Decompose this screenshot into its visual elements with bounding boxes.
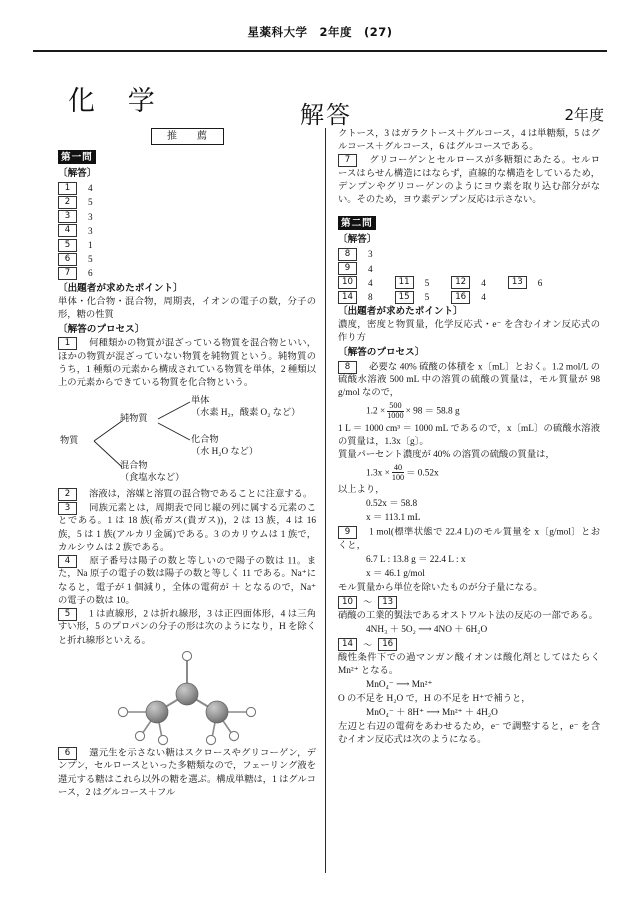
process-item-6 [58, 747, 316, 800]
points-heading-2: 〔出題者が求めたポイント〕 [338, 306, 463, 318]
process-text: 溶液は，溶媒と溶質の混合物であることに注意する。 [89, 489, 313, 500]
formula-14a: MnO₄⁻ ⟶ Mn²⁺ [366, 680, 433, 691]
process-text: 何種類かの物質が混ざっている物質を混合物といい，ほかの物質が混ざっていない物質を純物質という。純物質のうち，1 種類の元素から構成されている物質を単体，2 種類以上の元素からできている物質を化合物という。 [58, 338, 316, 388]
formula-tail: × 98 ＝ 58.8 g [405, 407, 460, 418]
question-number: 16 [451, 291, 470, 304]
answer-row [58, 252, 316, 266]
points-text-2: 濃度，密度と物質量，化学反応式・e⁻ を含むイオン反応式の作り方 [338, 320, 600, 344]
answer-value: 5 [88, 254, 93, 265]
answer-value: 3 [88, 211, 93, 222]
propane-molecule-model [58, 650, 316, 746]
question-number: 5 [58, 608, 77, 621]
answer-row [338, 247, 600, 261]
answer-value: 3 [88, 225, 93, 236]
process-text: 原子番号は陽子の数と等しいので陽子の数は 11。また，Na 原子の電子の数は陽子の数と等しく 11 である。Na⁺になると，電子が 1 個減り，全体の電荷が ＋ となるので，Na⁺の電子の数は 10。 [58, 556, 316, 606]
answer-value: 5 [88, 197, 93, 208]
answers-heading-2: 〔解答〕 [338, 234, 377, 246]
range-separator: 〜 [363, 639, 373, 650]
process-14-text3: 左辺と右辺の電荷をあわせるため，e⁻ で調整すると，e⁻ を含むイオン反応式は次のようになる。 [338, 722, 600, 746]
numerator: 500 [389, 401, 402, 411]
process-8-text4: 以上より， [338, 484, 385, 495]
question-number: 8 [338, 248, 357, 261]
process-14-text2: O の不足を H₂O で，H の不足を H⁺で補うと， [338, 694, 531, 705]
section-label-dai-2: 第二問 [338, 216, 376, 230]
process-text: 1 は直線形，2 は折れ線形，3 は正四面体形，4 は三角すい形，5 のプロパンの分子の形は次のようになり，H を除くと折れ線形といえる。 [58, 609, 316, 646]
process-10-text: 硝酸の工業的製法であるオストワルト法の反応の一部である。 [338, 610, 598, 621]
tree-element-label: 単体 [191, 394, 210, 405]
propane-structure-diagram [112, 650, 262, 746]
process-heading-2: 〔解答のプロセス〕 [338, 347, 425, 359]
question-number: 12 [451, 276, 470, 289]
question-number: 9 [338, 262, 357, 275]
question-number: 11 [395, 276, 414, 289]
process-14-text: 酸性条件下での過マンガン酸イオンは酸化剤としてはたらく Mn²⁺ となる。 [338, 652, 600, 676]
question-range-14-16 [338, 638, 600, 652]
question-number: 7 [338, 154, 357, 167]
tree-mixture-example: （食塩水など） [120, 471, 185, 482]
fraction [392, 464, 404, 482]
question-number: 3 [58, 502, 77, 515]
points-text-1: 単体・化合物・混合物，周期表，イオンの電子の数，分子の形，糖の性質 [58, 296, 316, 320]
answer-value: 5 [424, 291, 430, 302]
process-text: グリコーゲンとセルロースが多糖類にあたる。セルロースはらせん構造にはならず，直線的な構造をしているため，デンプンやグリコーゲンのようにヨウ素を取り込む部分がない。そのため，ヨウ素デンプン反応は示さない。 [338, 155, 600, 206]
answer-row [58, 181, 316, 195]
question-number: 15 [395, 291, 414, 304]
year-label: 2年度 [564, 106, 604, 124]
process-item-2 [58, 488, 316, 502]
column-divider [325, 128, 326, 873]
answer-value: 4 [368, 277, 373, 288]
tree-compound-example: （水 H₂O など） [191, 445, 259, 456]
answer-row [338, 262, 600, 276]
formula-8a [366, 402, 600, 420]
process-8-text3: 質量パーセント濃度が 40% の溶質の硫酸の質量は， [338, 449, 555, 460]
question-number: 4 [58, 555, 77, 568]
answer-title: 解答 [300, 103, 352, 129]
question-number: 16 [378, 638, 397, 651]
formula-tail: ＝ 0.52x [406, 468, 439, 479]
answer-list-2 [338, 247, 600, 304]
process-text: 1 mol(標準状態で 22.4 L)のモル質量を x〔g/mol〕とおくと， [338, 527, 600, 551]
tree-pure-label: 純物質 [120, 412, 148, 423]
question-number: 8 [338, 361, 357, 374]
right-column [338, 128, 600, 748]
continued-text: クトース，3 はガラクトース＋グルコース，4 は単糖類，5 はグルコース＋グルコース，6 はグルコースである。 [338, 129, 600, 153]
question-number: 4 [58, 224, 77, 237]
question-number: 14 [338, 291, 357, 304]
header-rule [33, 50, 607, 52]
question-number: 6 [58, 253, 77, 266]
denominator: 100 [391, 472, 405, 482]
process-item-5 [58, 608, 316, 648]
answer-value: 4 [88, 183, 93, 194]
left-column [58, 128, 316, 800]
process-text: 還元生を示さない糖はスクロースやグリコーゲン，デンプン，セルロースといった多糖類なので，フェーリング液を還元する糖はこれら以外の糖を選ぶ。構成単糖は，1 はグルコース，2 はグルコース＋フル [58, 748, 316, 798]
answer-value: 4 [368, 263, 373, 274]
question-number: 2 [58, 488, 77, 501]
fraction [387, 402, 403, 420]
process-heading-1: 〔解答のプロセス〕 [58, 323, 145, 335]
answer-row [58, 210, 316, 224]
question-number: 1 [58, 182, 77, 195]
answer-value: 1 [88, 240, 93, 251]
question-number: 10 [338, 276, 357, 289]
tree-compound-label: 化合物 [191, 433, 219, 444]
process-item-9 [338, 526, 600, 553]
process-9-text2: モル質量から単位を除いたものが分子量になる。 [338, 583, 543, 594]
page-header: 星薬科大学 2年度 (27) [247, 25, 393, 39]
tree-element-example: （水素 H₂，酸素 O₂ など） [191, 406, 301, 417]
question-number: 14 [338, 638, 357, 651]
question-number: 2 [58, 196, 77, 209]
formula-10: 4NH₃ ＋ 5O₂ ⟶ 4NO ＋ 6H₂O [366, 624, 488, 635]
question-number: 3 [58, 210, 77, 223]
tree-root-label: 物質 [60, 434, 79, 445]
process-text: 必要な 40% 硫酸の体積を x〔mL〕とおく。1.2 mol/L の硫酸水溶液 500 mL 中の溶質の硫酸の質量は，モル質量が 98 g/mol なので， [338, 362, 600, 399]
formula-8b [366, 464, 600, 482]
numerator: 40 [393, 462, 403, 472]
answer-row [338, 290, 600, 304]
process-text: 同族元素とは，周期表で同じ縦の列に属する元素のことである。1 は 18 族(希ガス(貴ガス))，2 は 13 族，4 は 16 族，5 は 1 族(アルカリ金属)である。3 のカリウムは 1 族で，カルシウムは 2 族である。 [58, 503, 316, 553]
substance-classification-tree [58, 393, 316, 486]
answer-list-1 [58, 181, 316, 280]
points-heading-1: 〔出題者が求めたポイント〕 [58, 282, 183, 294]
formula-lead: 1.3x × [366, 468, 390, 479]
answer-row [58, 238, 316, 252]
process-item-8 [338, 361, 600, 401]
question-number: 7 [58, 267, 77, 280]
question-number: 6 [58, 747, 77, 760]
process-item-1 [58, 337, 316, 390]
question-number: 1 [58, 337, 77, 350]
answer-value: 4 [481, 291, 486, 302]
subject-title: 化 学 [68, 86, 168, 116]
answer-row [338, 276, 600, 290]
formula-8d: x ＝ 113.1 mL [366, 513, 421, 524]
answer-value: 8 [368, 291, 373, 302]
process-item-4 [58, 555, 316, 608]
answer-value: 6 [88, 268, 93, 279]
answer-value: 5 [424, 277, 430, 288]
answer-value: 3 [368, 249, 373, 260]
tree-mixture-label: 混合物 [120, 459, 148, 470]
exam-type-box: 推 薦 [151, 128, 224, 145]
answer-value: 4 [481, 277, 486, 288]
process-8-text2: 1 L ＝ 1000 cm³ ＝ 1000 mL であるので，x〔mL〕の硫酸水溶液の質量は，1.3x〔g〕。 [338, 423, 600, 447]
answer-row [58, 224, 316, 238]
question-number: 9 [338, 526, 357, 539]
question-number: 5 [58, 239, 77, 252]
section-label-dai-1: 第一問 [58, 150, 96, 164]
question-number: 10 [338, 596, 357, 609]
range-separator: 〜 [363, 597, 373, 608]
process-item-3 [58, 502, 316, 555]
answer-row [58, 266, 316, 280]
question-number: 13 [378, 596, 397, 609]
question-number: 13 [508, 276, 527, 289]
formula-14b: MnO₄⁻ ＋ 8H⁺ ⟶ Mn²⁺ ＋ 4H₂O [366, 708, 498, 719]
answers-heading-1: 〔解答〕 [58, 168, 97, 180]
formula-8c: 0.52x ＝ 58.8 [366, 499, 418, 510]
process-item-7 [338, 154, 600, 207]
formula-9b: x ＝ 46.1 g/mol [366, 569, 425, 580]
denominator: 1000 [387, 411, 404, 421]
formula-lead: 1.2 × [366, 407, 386, 418]
formula-9a: 6.7 L : 13.8 g ＝ 22.4 L : x [366, 555, 466, 566]
answer-value: 6 [537, 277, 543, 288]
answer-row [58, 195, 316, 209]
question-range-10-13 [338, 595, 600, 609]
